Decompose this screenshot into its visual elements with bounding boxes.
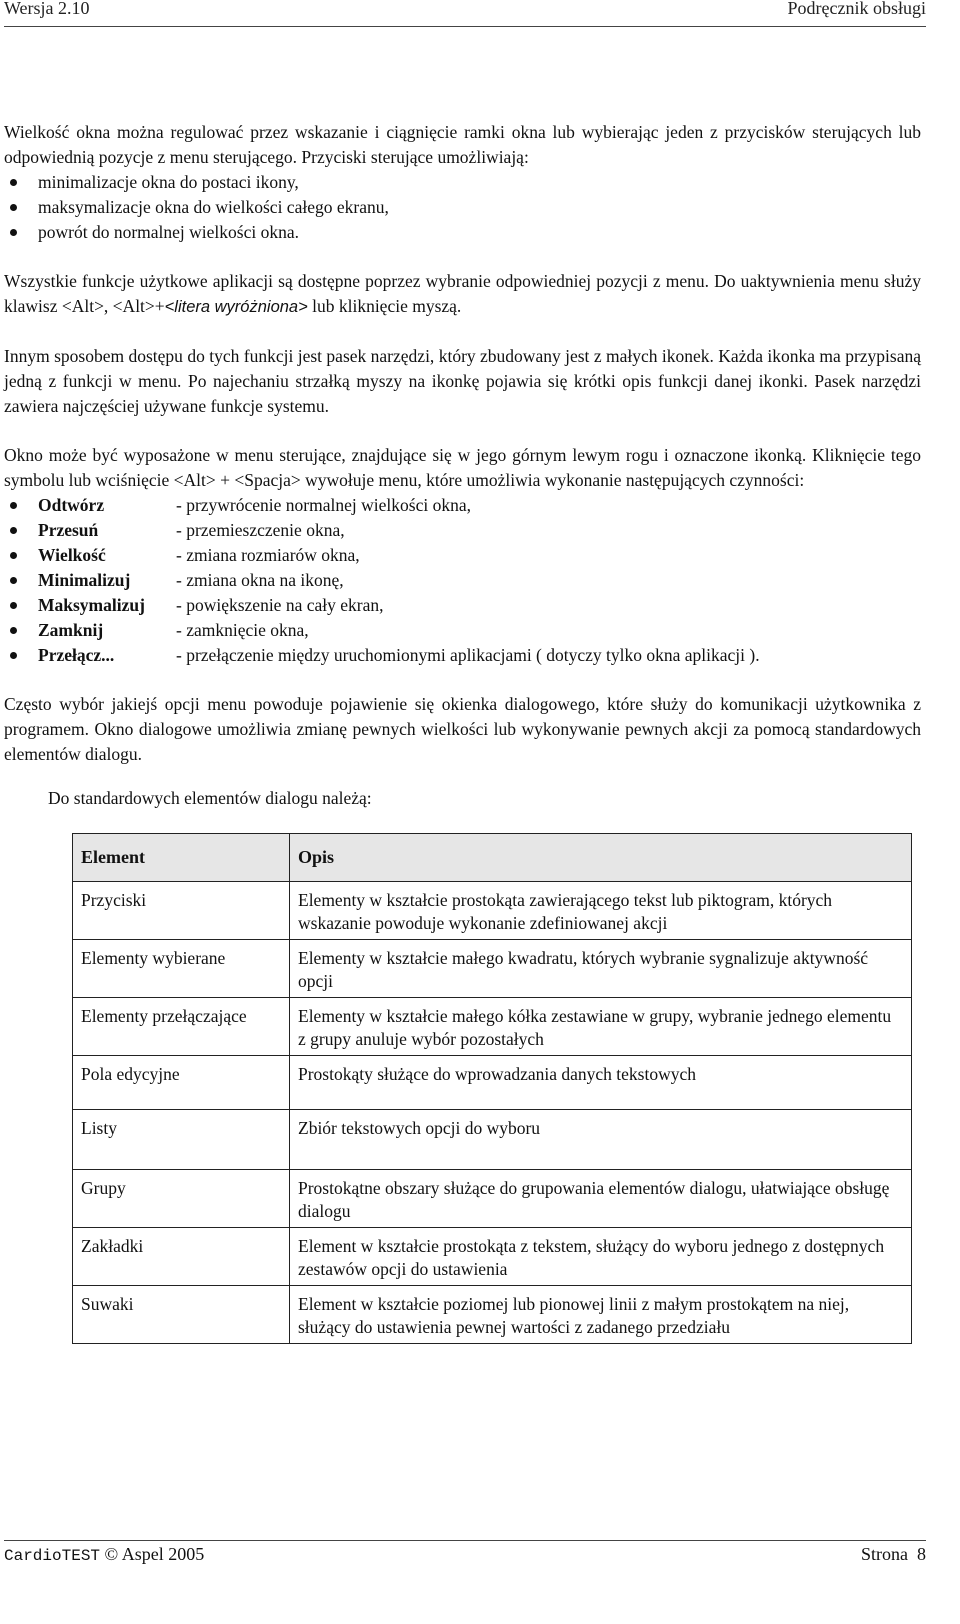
- table-row: [73, 1286, 912, 1344]
- control-buttons-list: [4, 170, 921, 245]
- cell-element: Elementy przełączające: [73, 998, 290, 1056]
- list-item: powrót do normalnej wielkości okna.: [4, 220, 921, 245]
- cell-opis: Element w kształcie prostokąta z tekstem, służący do wyboru jednego z dostępnych zestawów opcji do ustawienia: [290, 1228, 912, 1286]
- command-item-zamknij: Zamknij - zamknięcie okna,: [4, 618, 921, 643]
- command-item-minimalizuj: Minimalizuj - zmiana okna na ikonę,: [4, 568, 921, 593]
- list-item: minimalizacje okna do postaci ikony,: [4, 170, 921, 195]
- dialog-elements-table: [72, 833, 912, 1344]
- paragraph-dialogs: Często wybór jakiejś opcji menu powoduje pojawienie się okienka dialogowego, które służy do komunikacji użytkownika z programem. Okno dialogowe umożliwia zmianę pewnych wielkości lub wykonywanie pewnych akcji za pomocą standardowych elementów dialogu.: [4, 694, 921, 764]
- footer-page: Strona 8: [861, 1544, 926, 1564]
- header-version: Wersja 2.10: [4, 0, 90, 18]
- cell-element: Przyciski: [73, 882, 290, 940]
- command-item-przesun: Przesuń - przemieszczenie okna,: [4, 518, 921, 543]
- table-row: [73, 882, 912, 940]
- header-title: Podręcznik obsługi: [787, 0, 926, 18]
- cell-element: Suwaki: [73, 1286, 290, 1344]
- footer-product: CardioTEST © Aspel 2005: [4, 1544, 205, 1565]
- commands-list: [4, 493, 921, 668]
- paragraph-menu-access: Wszystkie funkcje użytkowe aplikacji są dostępne poprzez wybranie odpowiedniej pozycji z menu. Do uaktywnienia menu służy klawisz <Alt>, <Alt>+<litera wyróżniona> lub kliknięcie myszą.: [4, 271, 921, 316]
- paragraph-window-size: Wielkość okna można regulować przez wskazanie i ciągnięcie ramki okna lub wybierając jeden z przycisków sterujących lub odpowiednią pozycje z menu sterującego. Przyciski sterujące umożliwiają:: [4, 122, 921, 167]
- table-intro: Do standardowych elementów dialogu należą:: [48, 788, 372, 808]
- column-header-element: Element: [73, 834, 290, 882]
- header-rule: [4, 26, 926, 27]
- command-item-odtworz: Odtwórz - przywrócenie normalnej wielkości okna,: [4, 493, 921, 518]
- list-item: maksymalizacje okna do wielkości całego ekranu,: [4, 195, 921, 220]
- paragraph-toolbar: Innym sposobem dostępu do tych funkcji jest pasek narzędzi, który zbudowany jest z małych ikonek. Każda ikonka ma przypisaną jedną z funkcji w menu. Po najechaniu strzałką myszy na ikonkę pojawia się krótki opis funkcji danej ikonki. Pasek narzędzi zawiera najczęściej używane funkcje systemu.: [4, 346, 921, 416]
- command-item-przelacz: Przełącz... - przełączenie między uruchomionymi aplikacjami ( dotyczy tylko okna aplikacji ).: [4, 643, 921, 668]
- table-row: [73, 1110, 912, 1170]
- table-header-row: [73, 834, 912, 882]
- paragraph-control-menu: Okno może być wyposażone w menu sterujące, znajdujące się w jego górnym lewym rogu i oznaczone ikonką. Kliknięcie tego symbolu lub wciśnięcie <Alt> + <Spacja> wywołuje menu, które umożliwia wykonanie następujących czynności:: [4, 445, 921, 490]
- table-row: [73, 940, 912, 998]
- table-row: [73, 998, 912, 1056]
- cell-element: Pola edycyjne: [73, 1056, 290, 1110]
- cell-element: Zakładki: [73, 1228, 290, 1286]
- page-number: 8: [917, 1544, 926, 1564]
- cell-opis: Elementy w kształcie prostokąta zawierającego tekst lub piktogram, których wskazanie powoduje wykonanie zdefiniowanej akcji: [290, 882, 912, 940]
- table-row: [73, 1228, 912, 1286]
- cell-opis: Element w kształcie poziomej lub pionowej linii z małym prostokątem na niej, służący do ustawienia pewnej wartości z zadanego przedziału: [290, 1286, 912, 1344]
- column-header-opis: Opis: [290, 834, 912, 882]
- cell-opis: Prostokąty służące do wprowadzania danych tekstowych: [290, 1056, 912, 1110]
- cell-opis: Zbiór tekstowych opcji do wyboru: [290, 1110, 912, 1170]
- cell-opis: Elementy w kształcie małego kwadratu, których wybranie sygnalizuje aktywność opcji: [290, 940, 912, 998]
- table-row: [73, 1170, 912, 1228]
- footer-rule: [4, 1540, 926, 1541]
- page-body: [4, 120, 921, 767]
- command-item-maksymalizuj: Maksymalizuj - powiększenie na cały ekran,: [4, 593, 921, 618]
- cell-element: Elementy wybierane: [73, 940, 290, 998]
- cell-opis: Elementy w kształcie małego kółka zestawiane w grupy, wybranie jednego elementu z grupy anuluje wybór pozostałych: [290, 998, 912, 1056]
- command-item-wielkosc: Wielkość - zmiana rozmiarów okna,: [4, 543, 921, 568]
- cell-element: Listy: [73, 1110, 290, 1170]
- cell-element: Grupy: [73, 1170, 290, 1228]
- table-row: [73, 1056, 912, 1110]
- cell-opis: Prostokątne obszary służące do grupowania elementów dialogu, ułatwiające obsługę dialogu: [290, 1170, 912, 1228]
